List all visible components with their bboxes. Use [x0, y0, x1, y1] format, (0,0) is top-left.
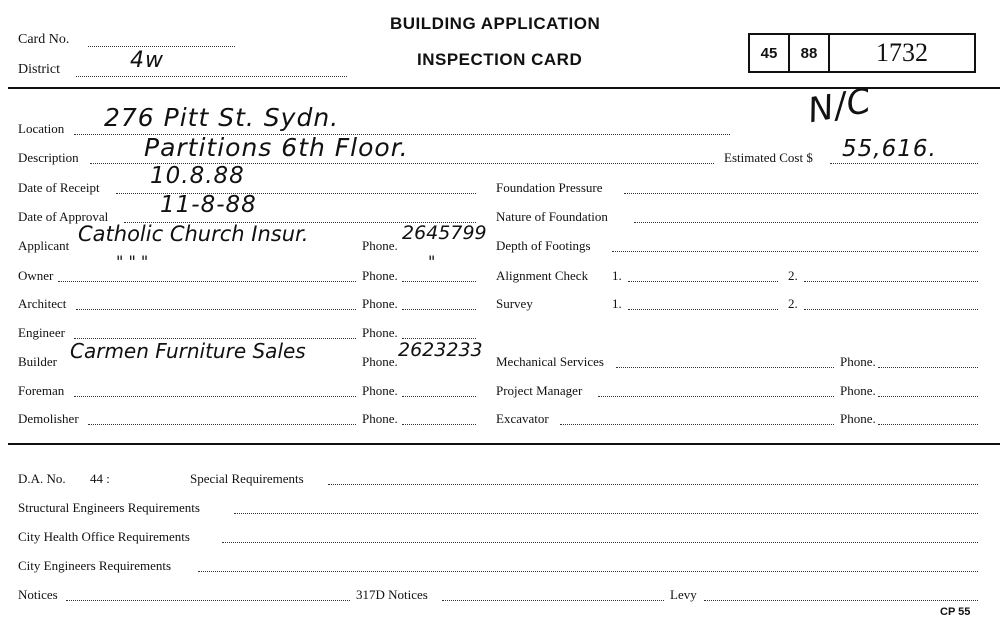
notices317-label: 317D Notices — [356, 587, 428, 602]
health-label: City Health Office Requirements — [18, 529, 190, 544]
mechanical-label: Mechanical Services — [496, 354, 604, 369]
project-manager-phone-line — [878, 396, 978, 397]
alignment-1-line — [628, 281, 778, 282]
foreman-line — [74, 396, 356, 397]
year-box-1 — [748, 33, 790, 73]
da-no-label: D.A. No. — [18, 471, 66, 486]
builder-label: Builder — [18, 354, 57, 369]
card-no-line — [88, 46, 235, 47]
notices317-line — [442, 600, 664, 601]
da-no-value: 44 : — [90, 471, 110, 486]
builder-value: Carmen Furniture Sales — [70, 339, 306, 363]
builder-phone-label: Phone. — [362, 354, 398, 369]
mechanical-line — [616, 367, 834, 368]
alignment-2-label: 2. — [788, 268, 798, 283]
foreman-phone-label: Phone. — [362, 383, 398, 398]
mechanical-phone-label: Phone. — [840, 354, 876, 369]
middle-rule — [8, 443, 1000, 445]
description-value: Partitions 6th Floor. — [144, 133, 409, 162]
architect-label: Architect — [18, 296, 67, 311]
survey-1-line — [628, 309, 778, 310]
estimated-cost-label: Estimated Cost $ — [724, 150, 813, 165]
date-approval-value: 11-8-88 — [160, 192, 257, 218]
estimated-cost-value: 55,616. — [842, 136, 937, 162]
foreman-phone-line — [402, 396, 476, 397]
card-number-box — [828, 33, 976, 73]
excavator-phone-label: Phone. — [840, 411, 876, 426]
depth-footings-line — [612, 251, 978, 252]
builder-phone-value: 2623233 — [398, 339, 483, 361]
applicant-value: Catholic Church Insur. — [78, 222, 309, 246]
project-manager-label: Project Manager — [496, 383, 583, 398]
foundation-pressure-label: Foundation Pressure — [496, 180, 603, 195]
title-line2: INSPECTION CARD — [417, 50, 583, 69]
district-label: District — [18, 62, 60, 77]
applicant-phone-value: 2645799 — [402, 222, 487, 244]
owner-phone-ditto: " — [428, 252, 437, 271]
demolisher-phone-label: Phone. — [362, 411, 398, 426]
health-line — [222, 542, 978, 543]
nature-foundation-label: Nature of Foundation — [496, 209, 608, 224]
excavator-line — [560, 424, 834, 425]
foreman-label: Foreman — [18, 383, 65, 398]
notices-line — [66, 600, 350, 601]
district-line — [76, 76, 347, 77]
engineers-label: City Engineers Requirements — [18, 558, 172, 573]
demolisher-phone-line — [402, 424, 476, 425]
demolisher-label: Demolisher — [18, 411, 79, 426]
title-line1: BUILDING APPLICATION — [390, 14, 601, 33]
structural-line — [234, 513, 978, 514]
engineers-line — [198, 571, 978, 572]
mechanical-phone-line — [878, 367, 978, 368]
survey-2-line — [804, 309, 978, 310]
excavator-phone-line — [878, 424, 978, 425]
date-receipt-value: 10.8.88 — [150, 163, 245, 189]
engineer-phone-label: Phone. — [362, 325, 398, 340]
survey-1-label: 1. — [612, 296, 622, 311]
structural-label: Structural Engineers Requirements — [18, 500, 200, 515]
foundation-pressure-line — [624, 193, 978, 194]
date-approval-label: Date of Approval — [18, 209, 109, 224]
box1-value: 45 — [760, 44, 778, 62]
form-code: CP 55 — [940, 606, 971, 618]
card-no-label: Card No. — [18, 32, 70, 47]
owner-line — [58, 281, 356, 282]
project-manager-phone-label: Phone. — [840, 383, 876, 398]
nc-mark: N/C — [805, 80, 875, 132]
estimated-cost-line — [830, 163, 978, 164]
architect-phone-line — [402, 309, 476, 310]
excavator-label: Excavator — [496, 411, 549, 426]
district-value: 4w — [130, 48, 164, 73]
alignment-label: Alignment Check — [496, 268, 589, 283]
demolisher-line — [88, 424, 356, 425]
card-number: 1732 — [876, 38, 928, 67]
owner-phone-line — [402, 281, 476, 282]
architect-line — [76, 309, 356, 310]
box2-value: 88 — [800, 44, 818, 62]
special-line — [328, 484, 978, 485]
owner-ditto: " " " — [116, 252, 149, 271]
location-label: Location — [18, 121, 65, 136]
architect-phone-label: Phone. — [362, 296, 398, 311]
owner-phone-label: Phone. — [362, 268, 398, 283]
survey-2-label: 2. — [788, 296, 798, 311]
levy-line — [704, 600, 978, 601]
depth-footings-label: Depth of Footings — [496, 238, 591, 253]
project-manager-line — [598, 396, 834, 397]
applicant-label: Applicant — [18, 238, 70, 253]
levy-label: Levy — [670, 587, 697, 602]
nature-foundation-line — [634, 222, 978, 223]
applicant-phone-label: Phone. — [362, 238, 398, 253]
location-value: 276 Pitt St. Sydn. — [104, 103, 340, 132]
owner-label: Owner — [18, 268, 54, 283]
year-box-2 — [788, 33, 830, 73]
description-label: Description — [18, 150, 79, 165]
special-label: Special Requirements — [190, 471, 304, 486]
alignment-2-line — [804, 281, 978, 282]
alignment-1-label: 1. — [612, 268, 622, 283]
notices-label: Notices — [18, 587, 58, 602]
engineer-label: Engineer — [18, 325, 65, 340]
survey-label: Survey — [496, 296, 533, 311]
date-receipt-label: Date of Receipt — [18, 180, 100, 195]
